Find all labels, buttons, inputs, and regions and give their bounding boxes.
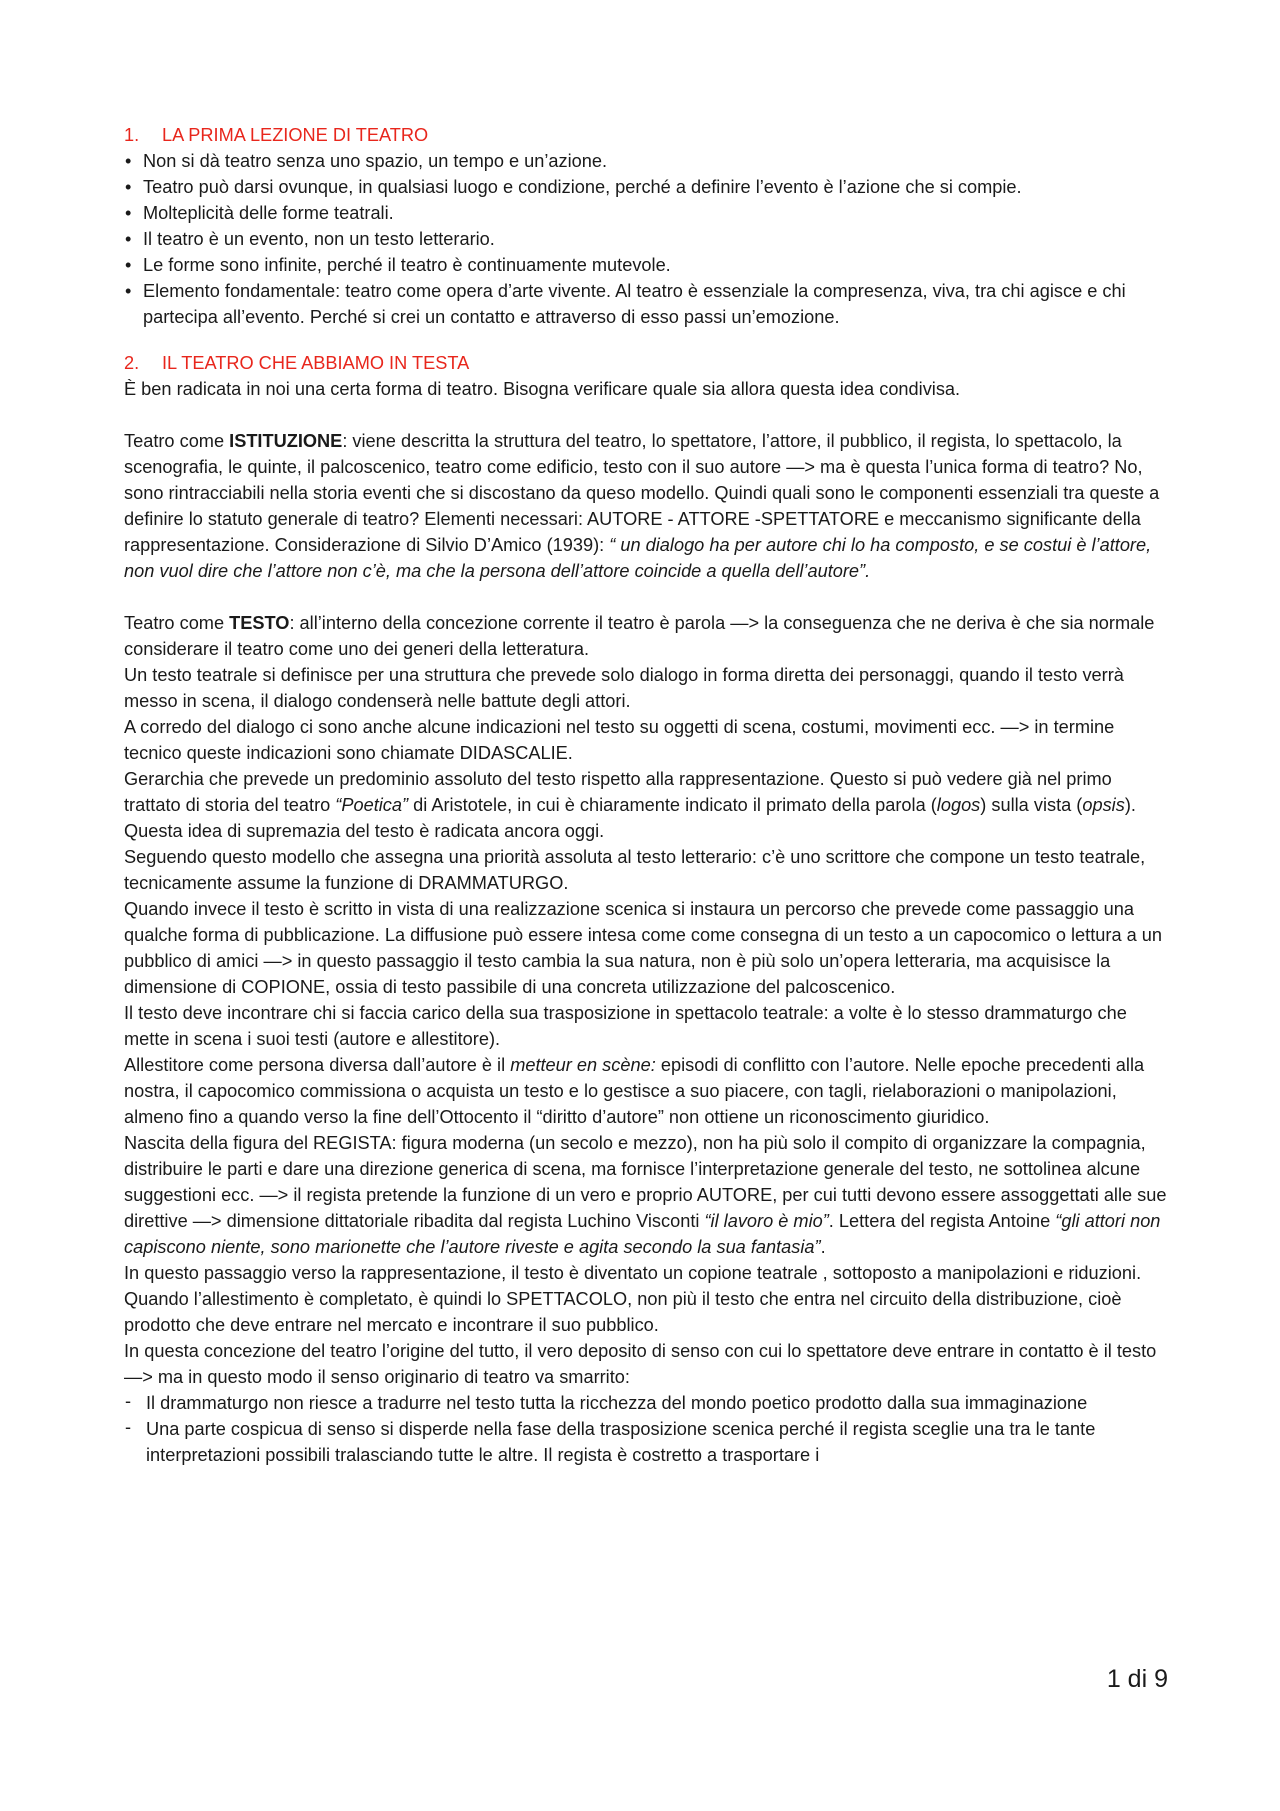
paragraph: In questo passaggio verso la rappresentazione, il testo è diventato un copione teatrale , sottoposto a manipolazioni e riduzioni. Quando l’allestimento è completato, è quindi lo SPETTACOLO, non più il testo che entra nel circuito della distribuzione, cioè prodotto che deve entrare nel mercato e incontrare il suo pubblico. (124, 1263, 1142, 1335)
section-heading-1: 1. LA PRIMA LEZIONE DI TEATRO (124, 125, 429, 145)
paragraph: È ben radicata in noi una certa forma di teatro. Bisogna verificare quale sia allora questa idea condivisa. (124, 379, 961, 399)
paragraph: Un testo teatrale si definisce per una struttura che prevede solo dialogo in forma diretta dei personaggi, quando il testo verrà messo in scena, il dialogo condenserà nelle battute degli attori. (124, 665, 1124, 711)
paragraph-metteur: Allestitore come persona diversa dall’autore è il metteur en scène: episodi di conflitto con l’autore. Nelle epoche precedenti alla nostra, il capocomico commissiona o acquista un testo e lo gestisce a suo piacere, con tagli, rielaborazioni o manipolazioni, almeno fino a quando verso la fine dell’Ottocento il “diritto d’autore” non ottiene un riconoscimento giuridico. (124, 1055, 1145, 1127)
paragraph-testo: Teatro come TESTO: all’interno della concezione corrente il teatro è parola —> la conseguenza che ne deriva è che sia normale considerare il teatro come uno dei generi della letteratura. (124, 613, 1155, 659)
list-item: • Il teatro è un evento, non un testo letterario. (124, 226, 1170, 252)
paragraph: Seguendo questo modello che assegna una priorità assoluta al testo letterario: c’è uno scrittore che compone un testo teatrale, tecnicamente assume la funzione di DRAMMATURGO. (124, 847, 1146, 893)
list-item: - Il drammaturgo non riesce a tradurre nel testo tutta la ricchezza del mondo poetico prodotto dalla sua immaginazione (124, 1390, 1170, 1416)
list-item: • Elemento fondamentale: teatro come opera d’arte vivente. Al teatro è essenziale la compresenza, viva, tra chi agisce e chi partecipa all’evento. Perché si crei un contatto e attraverso di esso passi un’emozione. (124, 278, 1170, 330)
bullet-list (124, 148, 1170, 330)
list-item: • Non si dà teatro senza uno spazio, un tempo e un’azione. (124, 148, 1170, 174)
list-item: • Molteplicità delle forme teatrali. (124, 200, 1170, 226)
list-item: - Una parte cospicua di senso si disperde nella fase della trasposizione scenica perché il regista sceglie una tra le tante interpretazioni possibili tralasciando tutte le altre. Il regista è costretto a trasportare i (124, 1416, 1170, 1468)
paragraph-gerarchia: Gerarchia che prevede un predominio assoluto del testo rispetto alla rappresentazione. Questo si può vedere già nel primo trattato di storia del teatro “Poetica” di Aristotele, in cui è chiaramente indicato il primato della parola (logos) sulla vista (opsis). Questa idea di supremazia del testo è radicata ancora oggi. (124, 769, 1136, 841)
list-item: • Le forme sono infinite, perché il teatro è continuamente mutevole. (124, 252, 1170, 278)
paragraph: A corredo del dialogo ci sono anche alcune indicazioni nel testo su oggetti di scena, costumi, movimenti ecc. —> in termine tecnico queste indicazioni sono chiamate DIDASCALIE. (124, 717, 1115, 763)
paragraph: In questa concezione del teatro l’origine del tutto, il vero deposito di senso con cui lo spettatore deve entrare in contatto è il testo —> ma in questo modo il senso originario di teatro va smarrito: (124, 1341, 1157, 1387)
paragraph: Quando invece il testo è scritto in vista di una realizzazione scenica si instaura un percorso che prevede come passaggio una qualche forma di pubblicazione. La diffusione può essere intesa come come consegna di un testo a un capocomico o lettura a un pubblico di amici —> in questo passaggio il testo cambia la sua natura, non è più solo un’opera letteraria, ma acquisisce la dimensione di COPIONE, ossia di testo passibile di una concreta utilizzazione del palcoscenico. (124, 899, 1163, 997)
paragraph-istituzione: Teatro come ISTITUZIONE: viene descritta la struttura del teatro, lo spettatore, l’attore, il pubblico, il regista, lo spettacolo, la scenografia, le quinte, il palcoscenico, teatro come edificio, testo con il suo autore —> ma è questa l’unica forma di teatro? No, sono rintracciabili nella storia eventi che si discostano da queso modello. Quindi quali sono le componenti essenziali tra queste a definire lo statuto generale di teatro? Elementi necessari: AUTORE - ATTORE -SPETTATORE e meccanismo significante della rappresentazione. Considerazione di Silvio D’Amico (1939): “ un dialogo ha per autore chi lo ha composto, e se costui è l’attore, non vuol dire che l’attore non c’è, ma che la persona dell’attore coincide a quella dell’autore”. (124, 431, 1160, 581)
paragraph: Il testo deve incontrare chi si faccia carico della sua trasposizione in spettacolo teatrale: a volte è lo stesso drammaturgo che mette in scena i suoi testi (autore e allestitore). (124, 1003, 1127, 1049)
page-number: 1 di 9 (1106, 1665, 1168, 1693)
section-heading-2: 2. IL TEATRO CHE ABBIAMO IN TESTA (124, 353, 470, 373)
list-item: • Teatro può darsi ovunque, in qualsiasi luogo e condizione, perché a definire l’evento è l’azione che si compie. (124, 174, 1170, 200)
document-page (124, 122, 1170, 1468)
paragraph-regista: Nascita della figura del REGISTA: figura moderna (un secolo e mezzo), non ha più solo il compito di organizzare la compagnia, distribuire le parti e dare una direzione generica di scena, ma fornisce l’interpretazione generale del testo, ne sottolinea alcune suggestioni ecc. —> il regista pretende la funzione di un vero e proprio AUTORE, per cui tutti devono essere assoggettati alle sue direttive —> dimensione dittatoriale ribadita dal regista Luchino Visconti “il lavoro è mio”. Lettera del regista Antoine “gli attori non capiscono niente, sono marionette che l’autore riveste e agita secondo la sua fantasia”. (124, 1133, 1167, 1257)
dash-list (124, 1390, 1170, 1468)
